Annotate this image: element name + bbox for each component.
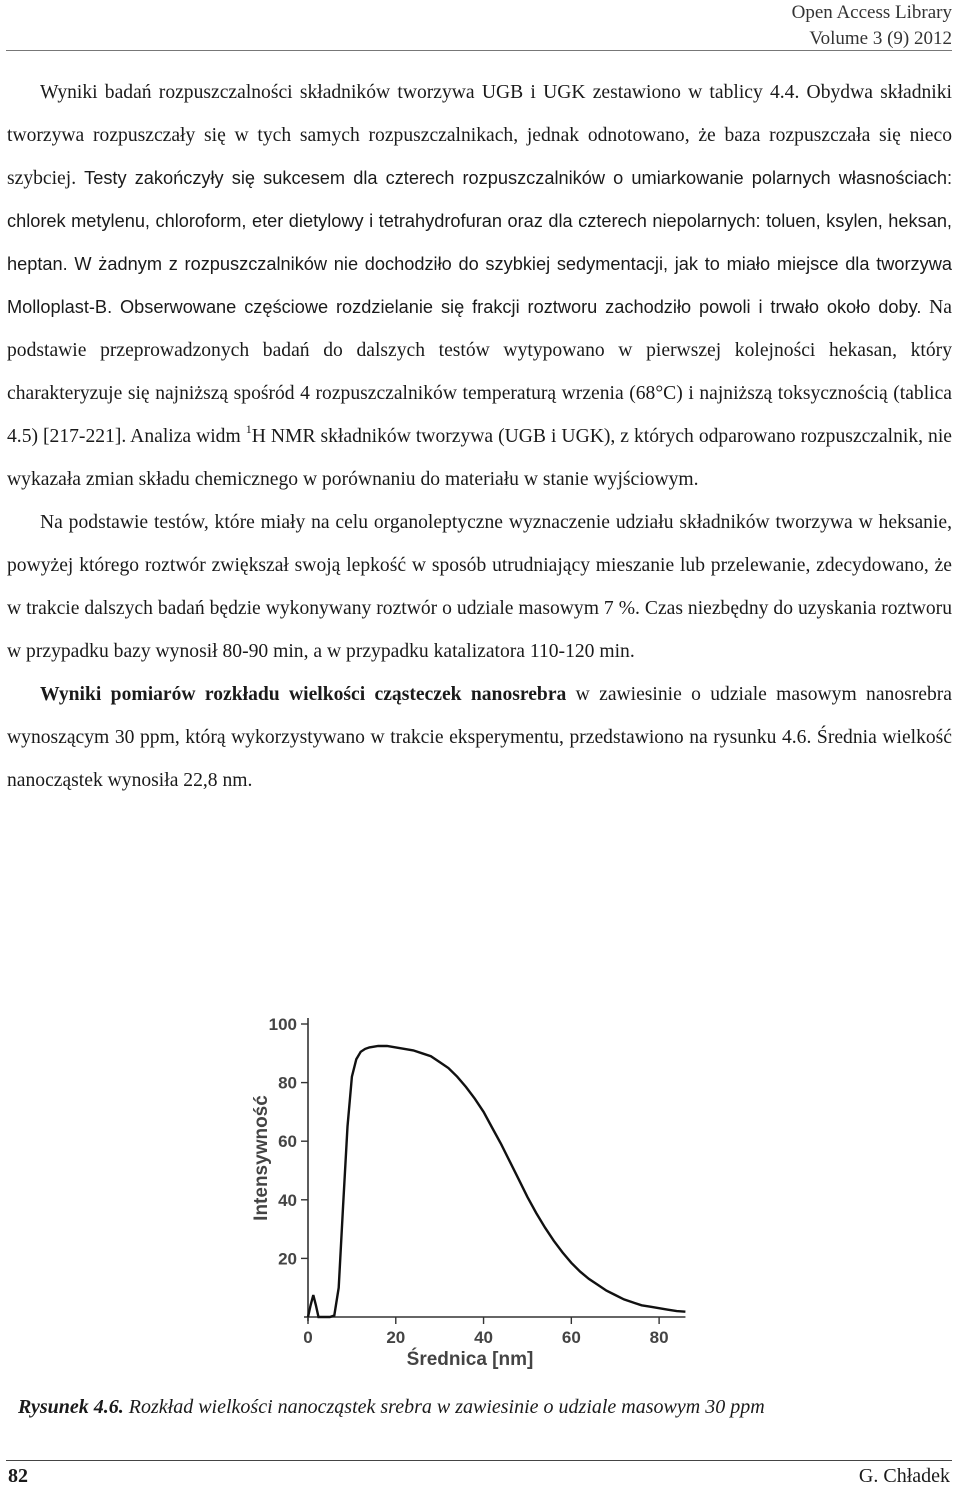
- footer-author: G. Chładek: [858, 1465, 950, 1487]
- x-tick-label: 40: [474, 1328, 494, 1347]
- nmr-superscript: 1: [245, 422, 252, 436]
- paragraph-1-part-a: Wyniki badań rozpuszczalności składników tworzywa UGB i UGK zestawiono w tablicy 4.4. Obydwa składniki tworzywa rozpuszczały się w tych samych rozpuszczalnikach, jednak odnotowano, że baza rozpuszczała się nieco szybciej.: [7, 82, 952, 189]
- figure-caption: [18, 1396, 765, 1419]
- paragraph-1-part-b: Testy zakończyły się sukcesem dla czterech rozpuszczalników o umiarkowanie polarnych własnościach: chlorek metylenu, chloroform, eter dietylowy i tetrahydrofuran oraz dla czterech niepolarnych: toluen, ksylen, heksan, heptan. W żadnym z rozpuszczalników nie dochodziło do szybkiej sedymentacji, jak to miało miejsce dla tworzywa Molloplast-B. Obserwowane częściowe rozdzielanie się frakcji roztworu zachodziło powoli i trwało około doby.: [7, 168, 952, 317]
- paragraph-hexane: Na podstawie testów, które miały na celu organoleptyczne wyznaczenie udziału składników tworzywa w heksanie, powyżej którego roztwór zwiększał swoją lepkość w sposób utrudniający mieszanie lub przelewanie, zdecydowano, że w trakcie dalszych badań będzie wykonywany roztwór o udziale masowym 7 %. Czas niezbędny do uzyskania roztworu w przypadku bazy wynosił 80-90 min, a w przypadku katalizatora 110-120 min.: [7, 512, 952, 662]
- page-number: 82: [8, 1465, 28, 1487]
- y-tick-label: 40: [278, 1190, 297, 1210]
- body-text: [7, 71, 952, 802]
- footer-rule: [6, 1460, 952, 1461]
- paragraph-3-rest: w zawiesinie o udziale masowym nanosrebra wynoszącym 30 ppm, którą wykorzystywano w trakcie eksperymentu, przedstawiono na rysunku 4.6. Średnia wielkość nanocząstek wynosiła 22,8 nm.: [7, 684, 952, 791]
- paragraph-nanosilver: [7, 673, 952, 802]
- x-tick-label: 20: [386, 1328, 406, 1347]
- chart-ticks: [269, 1015, 669, 1347]
- paragraph-1-part-d: H NMR składników tworzywa (UGB i UGK), z których odparowano rozpuszczalnik, nie wykazała zmian składu chemicznego w porównaniu do materiału w stanie wyjściowym.: [7, 426, 952, 490]
- y-tick-label: 80: [278, 1073, 297, 1093]
- particle-size-chart: [0, 1000, 960, 1385]
- journal-name: Open Access Library: [791, 2, 952, 23]
- header-rule: [6, 50, 952, 51]
- x-tick-label: 0: [303, 1328, 313, 1347]
- x-tick-label: 80: [649, 1328, 669, 1347]
- paragraph-3-bold-lead: Wyniki pomiarów rozkładu wielkości cząsteczek nanosrebra: [40, 684, 567, 705]
- running-header: [792, 0, 952, 52]
- caption-label: Rysunek 4.6.: [18, 1396, 124, 1418]
- y-tick-label: 20: [278, 1249, 297, 1269]
- volume-info: Volume 3 (9) 2012: [809, 28, 952, 49]
- paragraph-solubility: [7, 71, 952, 501]
- y-tick-label: 60: [278, 1132, 297, 1152]
- chart-axes: [304, 1018, 685, 1321]
- x-tick-label: 60: [561, 1328, 581, 1347]
- figure-particle-size: [0, 1000, 960, 1385]
- paragraph-1-part-c: Na podstawie przeprowadzonych badań do dalszych testów wytypowano w pierwszej kolejności hekasan, który charakteryzuje się najniższą spośród 4 rozpuszczalników temperaturą wrzenia (68°C) i najniższą toksycznością (tablica 4.5) [217-221]. Analiza widm: [7, 297, 953, 447]
- y-tick-label: 100: [268, 1015, 297, 1034]
- x-axis-label: Średnica [nm]: [406, 1349, 534, 1370]
- y-axis-label: Intensywność: [251, 1095, 272, 1221]
- caption-text: Rozkład wielkości nanocząstek srebra w zawiesinie o udziale masowym 30 ppm: [123, 1396, 765, 1418]
- intensity-curve: [308, 1046, 685, 1317]
